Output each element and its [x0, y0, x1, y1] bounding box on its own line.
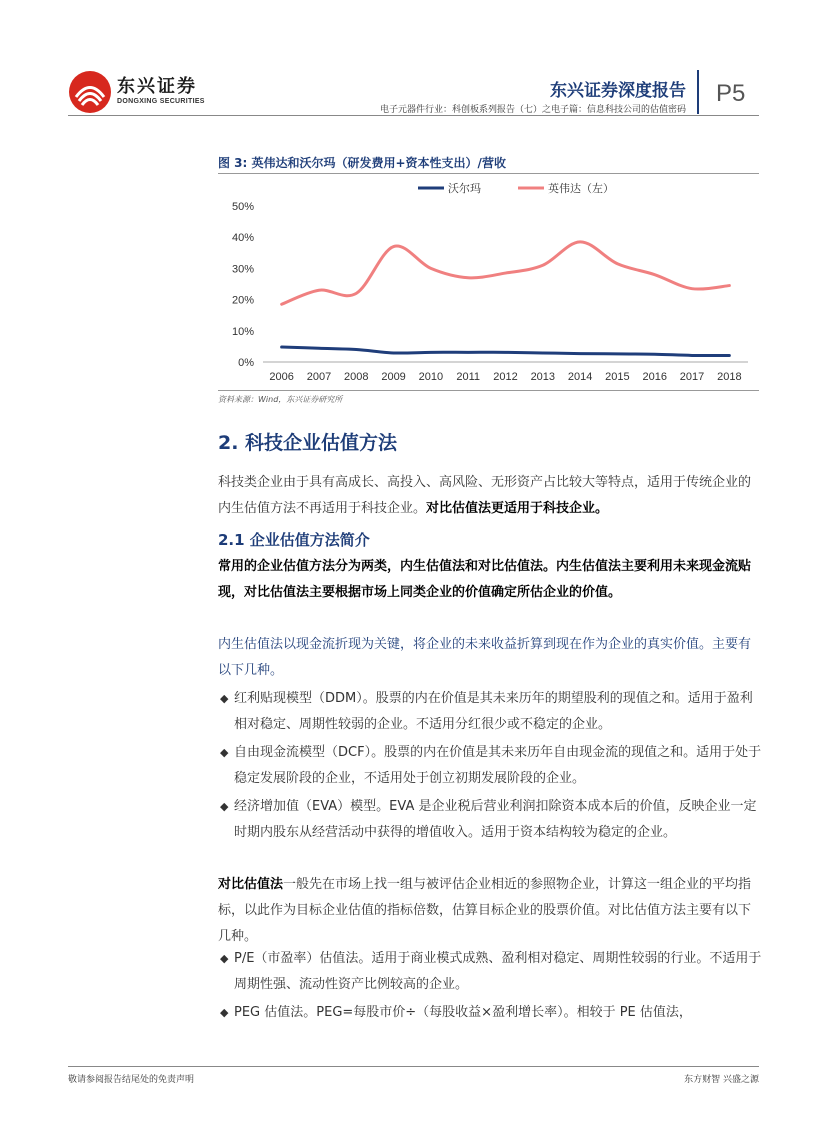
- list-item-text: 经济增加值（EVA）模型。EVA 是企业税后营业利润扣除资本成本后的价值，反映企业一定时期内股东从经营活动中获得的增值收入。适用于资本结构较为稳定的企业。: [234, 799, 757, 840]
- x-tick-label: 2006: [269, 371, 294, 383]
- comparative-intro: [218, 872, 763, 950]
- x-tick-label: 2008: [344, 371, 369, 383]
- header-rule: [68, 115, 759, 116]
- intrinsic-intro: 内生估值法以现金流折现为关键，将企业的未来收益折算到现在作为企业的真实价值。主要有以下几种。: [218, 637, 752, 678]
- footer-rule: [68, 1066, 759, 1067]
- list-item-text: PEG 估值法。PEG=每股市价÷（每股收益×盈利增长率）。相较于 PE 估值法，: [234, 1005, 692, 1020]
- methods-summary-text: 常用的企业估值方法分为两类，内生估值法和对比估值法。内生估值法主要利用未来现金流贴现，对比估值法主要根据市场上同类企业的价值确定所估企业的价值。: [218, 559, 752, 600]
- chart-series: [282, 242, 730, 356]
- list-item: [218, 740, 763, 792]
- y-axis: [232, 201, 254, 369]
- chart-legend: [418, 181, 614, 195]
- x-tick-label: 2013: [530, 371, 556, 383]
- y-tick-label: 30%: [231, 263, 254, 276]
- page-number: P5: [716, 80, 746, 107]
- series-line-英伟达（左）: [282, 242, 730, 304]
- list-item-text: 自由现金流模型（DCF）。股票的内在价值是其未来历年自由现金流的现值之和。适用于处于稳定发展阶段的企业，不适用处于创立初期发展阶段的企业。: [234, 745, 762, 786]
- figure-source: 资料来源：Wind，东兴证券研究所: [218, 395, 343, 404]
- list-item: [218, 794, 763, 846]
- figure-bottom-rule: [218, 390, 759, 391]
- logo-name-cn: 东兴证券: [117, 76, 197, 97]
- y-tick-label: 20%: [231, 294, 254, 307]
- report-subtitle: 电子元器件行业：科创板系列报告（七）之电子篇：信息科技公司的估值密码: [379, 105, 686, 115]
- y-tick-label: 50%: [231, 201, 254, 213]
- x-tick-label: 2007: [306, 371, 332, 383]
- report-title: 东兴证券深度报告: [550, 81, 686, 101]
- comparative-term: 对比估值法: [218, 877, 284, 892]
- x-tick-label: 2010: [418, 371, 444, 383]
- logo-name-en: DONGXING SECURITIES: [117, 98, 205, 105]
- legend-label: 英伟达（左）: [548, 182, 614, 195]
- list-item: [218, 946, 763, 998]
- x-tick-label: 2017: [679, 371, 705, 383]
- y-tick-label: 10%: [231, 325, 254, 338]
- list-item: [218, 1000, 763, 1026]
- intro-emphasis: 对比估值法更适用于科技企业。: [426, 501, 609, 516]
- bullet-icon: ◆: [220, 800, 229, 813]
- bullet-icon: ◆: [220, 952, 229, 965]
- comparative-text: 一般先在市场上找一组与被评估企业相近的参照物企业，计算这一组企业的平均指标，以此作为目标企业估值的指标倍数，估算目标企业的股票价值。对比估值方法主要有以下几种。: [218, 877, 752, 944]
- list-item-text: P/E（市盈率）估值法。适用于商业模式成熟、盈利相对稳定、周期性较弱的行业。不适用于周期性强、流动性资产比例较高的企业。: [234, 951, 762, 992]
- footer-slogan: 东方财智 兴盛之源: [684, 1075, 759, 1085]
- y-tick-label: 40%: [231, 232, 254, 245]
- bullet-icon: ◆: [220, 1006, 229, 1019]
- x-tick-label: 2018: [717, 371, 742, 383]
- subsection-heading: 2.1 企业估值方法简介: [218, 531, 370, 549]
- list-item: [218, 686, 763, 738]
- x-tick-label: 2016: [642, 371, 667, 383]
- bullet-icon: ◆: [220, 692, 229, 705]
- list-item-text: 红利贴现模型（DDM）。股票的内在价值是其未来历年的期望股利的现值之和。适用于盈利相对稳定、周期性较弱的企业。不适用分红很少或不稳定的企业。: [234, 691, 753, 732]
- x-tick-label: 2011: [456, 371, 481, 383]
- legend-label: 沃尔玛: [448, 182, 481, 195]
- figure-title: 图 3: 英伟达和沃尔玛（研发费用+资本性支出）/营收: [218, 156, 506, 170]
- x-tick-label: 2012: [493, 371, 518, 383]
- x-tick-label: 2014: [567, 371, 593, 383]
- footer-disclaimer: 敬请参阅报告结尾处的免责声明: [68, 1075, 195, 1085]
- line-chart: [218, 174, 759, 389]
- company-logo: [68, 70, 205, 114]
- section-heading: 2. 科技企业估值方法: [218, 432, 398, 454]
- x-tick-label: 2015: [605, 371, 630, 383]
- intro-text: 科技类企业由于具有高成长、高投入、高风险、无形资产占比较大等特点，适用于传统企业的内生估值方法不再适用于科技企业。: [218, 475, 752, 516]
- bullet-icon: ◆: [220, 746, 229, 759]
- y-tick-label: 0%: [238, 357, 254, 369]
- x-axis: [269, 371, 741, 383]
- intro-paragraph: [218, 470, 763, 522]
- methods-summary: [218, 554, 763, 606]
- logo-icon: [68, 70, 112, 114]
- series-line-沃尔玛: [282, 347, 730, 356]
- header-divider: [697, 70, 699, 114]
- x-tick-label: 2009: [381, 371, 406, 383]
